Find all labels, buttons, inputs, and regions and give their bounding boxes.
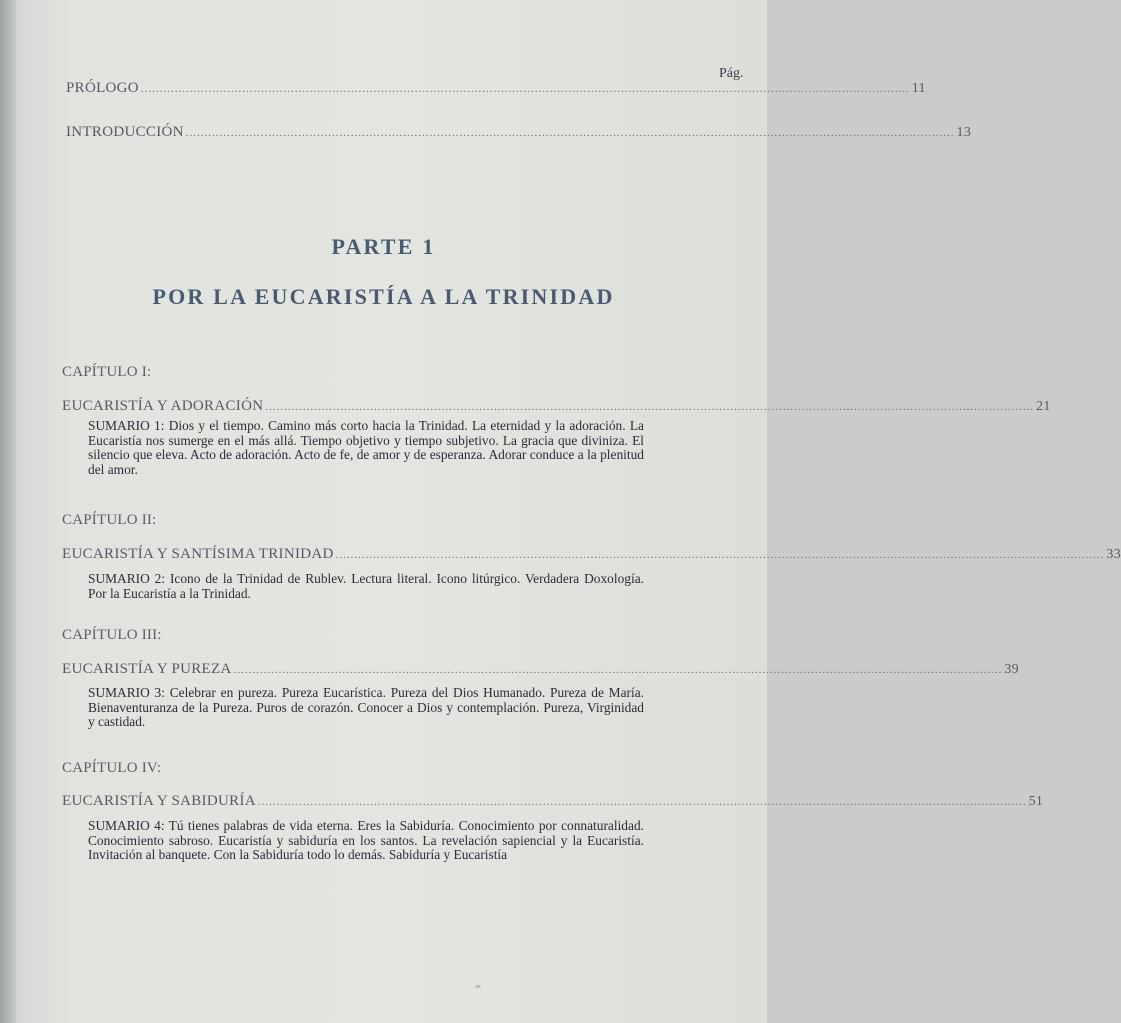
chapter-page: 21 [1036,399,1051,414]
chapter-label: CAPÍTULO IV: [62,760,162,776]
page-column-label: Pág. [719,66,744,81]
chapter-title: EUCARISTÍA Y PUREZA [62,661,232,677]
toc-entry-page: 13 [956,125,972,140]
chapter-title-entry [62,546,1121,563]
toc-entry-prologo [66,80,926,97]
chapter-title: EUCARISTÍA Y SANTÍSIMA TRINIDAD [62,546,334,562]
part-title: POR LA EUCARISTÍA A LA TRINIDAD [152,284,615,309]
chapter-summary: SUMARIO 3: Celebrar en pureza. Pureza Eucarística. Pureza del Dios Humanado. Pureza de María. Bienaventuranza de la Pureza. Puros de corazón. Conocer a Dios y contemplación. Pureza, Virginidad y castidad. [88,685,644,729]
chapter-label: CAPÍTULO I: [62,364,152,380]
chapter-label: CAPÍTULO III: [62,627,162,643]
dot-leader: ............................................................................................................................................................................................................. [257,796,1027,808]
chapter-summary: SUMARIO 2: Icono de la Trinidad de Rublev. Lectura literal. Icono litúrgico. Verdadera Doxología. Por la Eucaristía a la Trinidad. [88,571,644,601]
dot-leader: ............................................................................................................................................................................................................. [233,664,1003,676]
dot-leader: ............................................................................................................................................................................................................. [185,127,955,139]
chapter-page: 51 [1028,794,1044,809]
toc-entry-label: INTRODUCCIÓN [66,124,184,140]
chapter-title-entry [62,661,1019,678]
chapter-title: EUCARISTÍA Y SABIDURÍA [62,793,256,809]
chapter-page: 33 [1106,547,1121,562]
chapter-title: EUCARISTÍA Y ADORACIÓN [62,398,264,414]
toc-entry-introduccion [66,124,972,141]
chapter-summary: SUMARIO 4: Tú tienes palabras de vida eterna. Eres la Sabiduría. Conocimiento por connaturalidad. Conocimiento sabroso. Eucaristía y sabiduría en los santos. La revelación sapiencial y la Eucaristía. Invitación al banquete. Con la Sabiduría todo lo demás. Sabiduría y Eucaristía [88,818,644,862]
dot-leader: ............................................................................................................................................................................................................. [265,401,1035,413]
toc-entry-page: 11 [911,81,926,96]
dot-leader: ............................................................................................................................................................................................................. [140,83,910,95]
chapter-summary: SUMARIO 1: Dios y el tiempo. Camino más corto hacia la Trinidad. La eternidad y la adoración. La Eucaristía nos sumerge en el más allá. Tiempo objetivo y tiempo subjetivo. La gracia que diviniza. El silencio que eleva. Acto de adoración. Acto de fe, de amor y de esperanza. Adorar conduce a la plenitud del amor. [88,418,644,477]
dot-leader: ............................................................................................................................................................................................................. [335,549,1105,561]
book-spine-shadow [0,0,16,1023]
part-number: PARTE 1 [331,234,436,259]
chapter-title-entry [62,398,1051,415]
chapter-page: 39 [1004,662,1019,677]
paper-speck [475,985,481,988]
chapter-title-entry [62,793,1044,810]
chapter-label: CAPÍTULO II: [62,512,157,528]
toc-entry-label: PRÓLOGO [66,80,139,96]
